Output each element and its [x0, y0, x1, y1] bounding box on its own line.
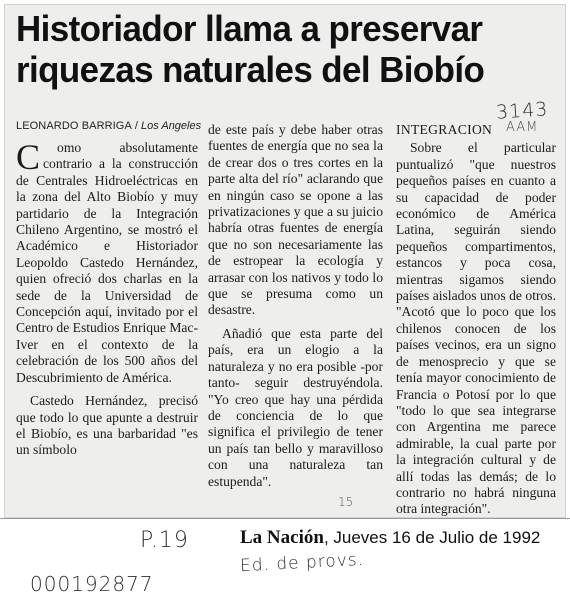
source-line: [240, 527, 540, 549]
column2-paragraph-2: Añadió que esta parte del país, era un elogio a la naturaleza y no era posible -por tanto- seguir destruyéndola. "Yo creo que hay una pérdida de conciencia de lo que significa el privilegio de tener un país tan bello y maravilloso con una naturaleza tan estupenda".: [208, 325, 383, 489]
source-separator: ,: [323, 528, 334, 547]
column3-paragraph-1: Sobre el particular puntualizó "que nuestros pequeños países en cuanto a su capacidad de poder económico de América Latina, seguirán siendo pequeños compartimentos, estancos y poca cosa, mientras sigamos siendo países aislados unos de otros. "Acotó que lo poco que los chilenos conocen de los países vecinos, era un signo de menosprecio y que se tenía mayor conocimiento de Francia o Potosí por lo que "todo lo que sea integrarse con Argentina me parece admirable, la cual parte por la integración cultural y de allí todas las demás; de lo contrario no habrá ninguna otra integración".: [396, 140, 556, 517]
article-column-2: [208, 122, 383, 490]
column2-paragraph-1: de este país y debe haber otras fuentes de energía que no sea la de crear dos o tres cortes en la parte alta del río" aclarando que en ningún caso se opone a las privatizaciones y que a su juicio habría otras fuentes de energía que no son necesariamente las de estropear la ecología y arrasar con los nativos y todo lo que se presuma como un desastre.: [208, 122, 383, 318]
column1-paragraph-1-text: omo absolutamente contrario a la construcción de Centrales Hidroeléctricas en la zona del Alto Biobío y muy partidario de la Integración Chileno Argentino, se mostró el Académico e Historiador Leopoldo Castedo Hernández, quien ofreció dos charlas en la sede de la Universidad de Concepción aquí, invitado por el Centro de Estudios Enrique Mac-Iver en el contexto de la celebración de los 500 años del Descubrimiento de América.: [16, 140, 198, 385]
column1-paragraph-2: Castedo Hernández, precisó que todo lo que apunte a destruir el Biobío, es una barbaridad "es un símbolo: [16, 393, 198, 458]
handwritten-initials: AAM: [506, 120, 539, 135]
byline-place: Los Angeles: [140, 120, 202, 132]
publication-date: Jueves 16 de Julio de 1992: [333, 528, 541, 547]
section-heading: INTEGRACION: [396, 122, 493, 137]
article-headline: Historiador llama a preservar riquezas naturales del Biobío: [16, 8, 485, 90]
byline-separator: /: [134, 120, 138, 132]
article-column-1: [16, 137, 198, 459]
handwritten-margin-mark: 15: [338, 495, 354, 509]
byline-author: LEONARDO BARRIGA: [16, 120, 132, 132]
handwritten-page-number: P.19: [140, 528, 189, 553]
article-column-3: [396, 122, 556, 518]
handwritten-reference-number: 3143: [495, 98, 550, 124]
column1-paragraph-1: [16, 137, 198, 386]
handwritten-archive-number: 000192877: [30, 572, 154, 596]
drop-cap: C: [16, 137, 41, 177]
handwritten-edition-note: Ed. de provs.: [239, 549, 365, 577]
clipping-bottom-edge: [0, 518, 570, 519]
newspaper-name: La Nación: [240, 527, 324, 548]
byline: [16, 120, 201, 132]
